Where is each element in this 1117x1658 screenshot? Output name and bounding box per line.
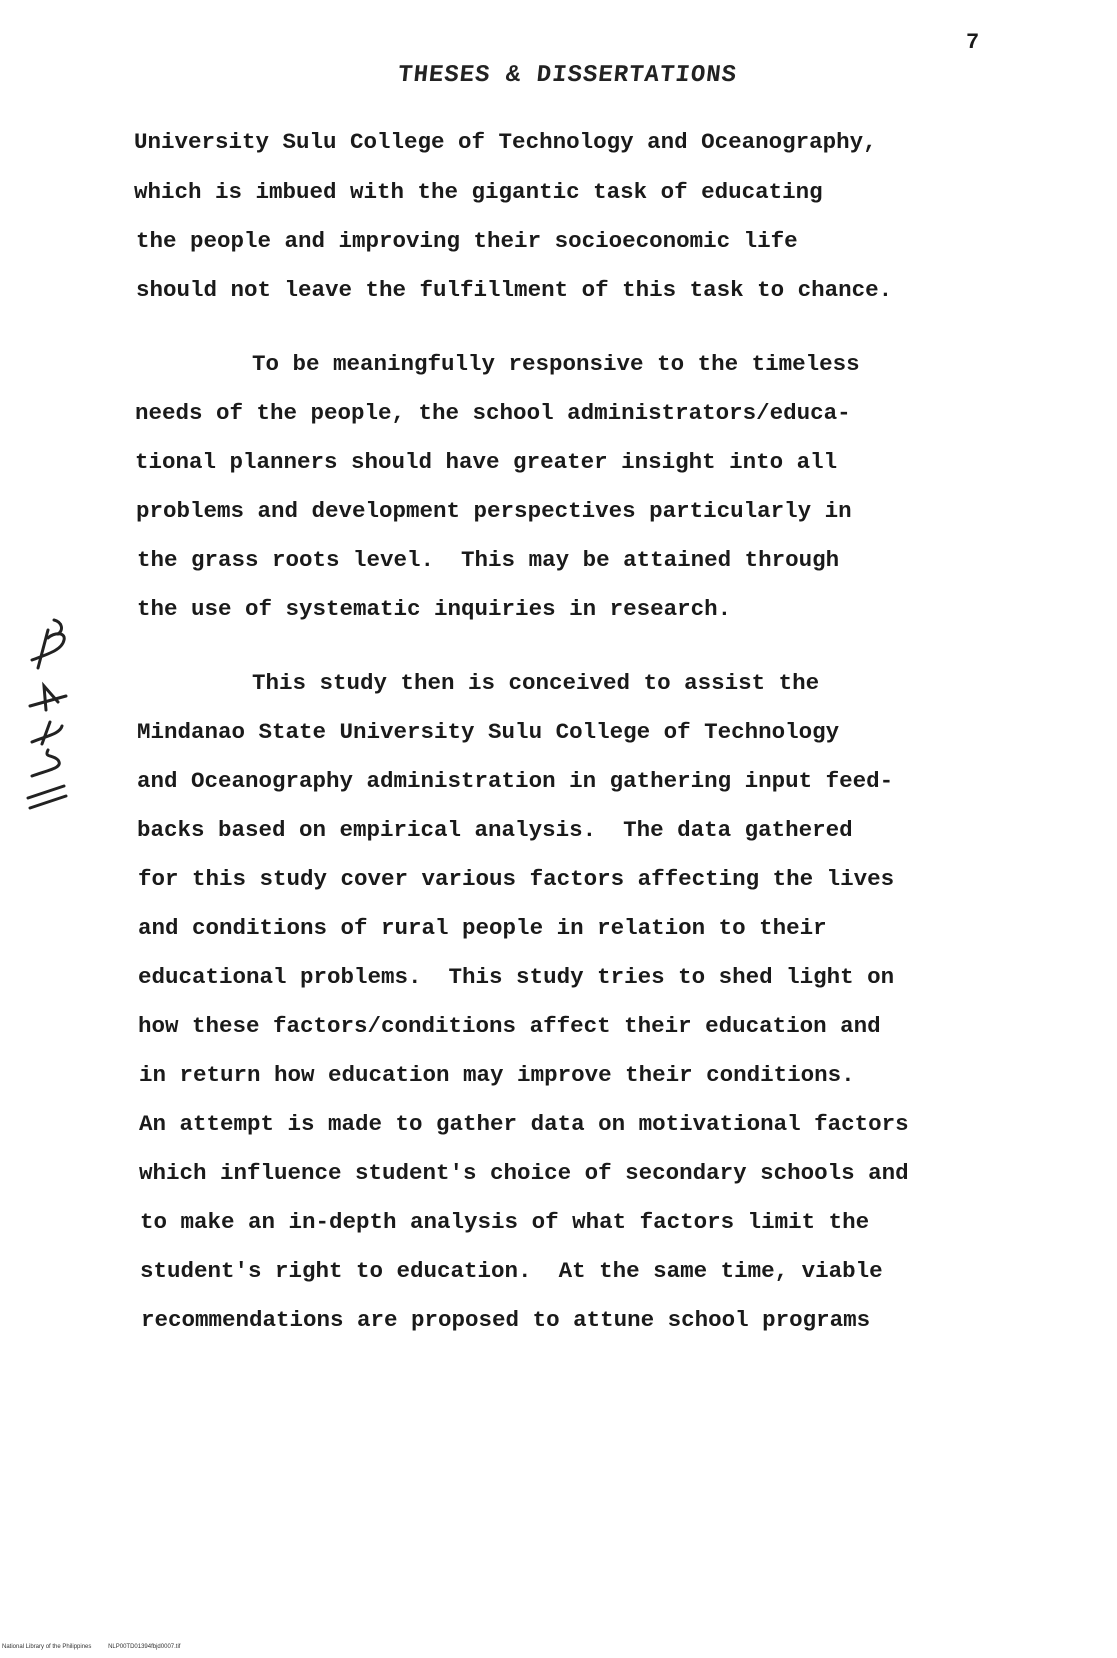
text-line: To be meaningfully responsive to the timeless (252, 351, 860, 377)
text-line: Mindanao State University Sulu College of Technology (137, 719, 840, 745)
text-line: problems and development perspectives particularly in (136, 498, 852, 524)
scan-footer (2, 1644, 180, 1650)
text-line: the use of systematic inquiries in research. (137, 596, 732, 622)
text-line: the grass roots level. This may be attained through (137, 547, 840, 573)
text-line: in return how education may improve their conditions. (139, 1062, 855, 1088)
text-line: and Oceanography administration in gathering input feed- (137, 768, 894, 794)
text-line: to make an in-depth analysis of what factors limit the (140, 1209, 870, 1235)
text-line: should not leave the fulfillment of this task to chance. (136, 277, 893, 303)
text-line: tional planners should have greater insight into all (135, 449, 838, 475)
text-line: the people and improving their socioeconomic life (136, 228, 798, 254)
text-line: recommendations are proposed to attune school programs (141, 1307, 871, 1333)
page-number: 7 (966, 30, 980, 55)
text-line: educational problems. This study tries to shed light on (138, 964, 895, 990)
text-line: how these factors/conditions affect their education and (138, 1013, 881, 1039)
text-line: backs based on empirical analysis. The data gathered (137, 817, 853, 843)
text-line: which influence student's choice of secondary schools and (139, 1160, 909, 1186)
text-line: for this study cover various factors affecting the lives (138, 866, 895, 892)
text-line: and conditions of rural people in relation to their (138, 915, 827, 941)
text-line: An attempt is made to gather data on motivational factors (139, 1111, 909, 1137)
text-line: This study then is conceived to assist the (252, 670, 820, 696)
text-line: student's right to education. At the same time, viable (140, 1258, 883, 1284)
theses-dissertations-stamp: THESES & DISSERTATIONS (396, 62, 739, 89)
footer-library: National Library of the Philippines (2, 1644, 92, 1650)
text-line: needs of the people, the school administrators/educa- (135, 400, 851, 426)
text-line: University Sulu College of Technology and Oceanography, (134, 129, 877, 155)
footer-file-id: NLP00TD01394fbjd0007.tif (108, 1644, 181, 1650)
handwritten-call-number (18, 610, 78, 810)
text-line: which is imbued with the gigantic task of educating (134, 179, 823, 205)
